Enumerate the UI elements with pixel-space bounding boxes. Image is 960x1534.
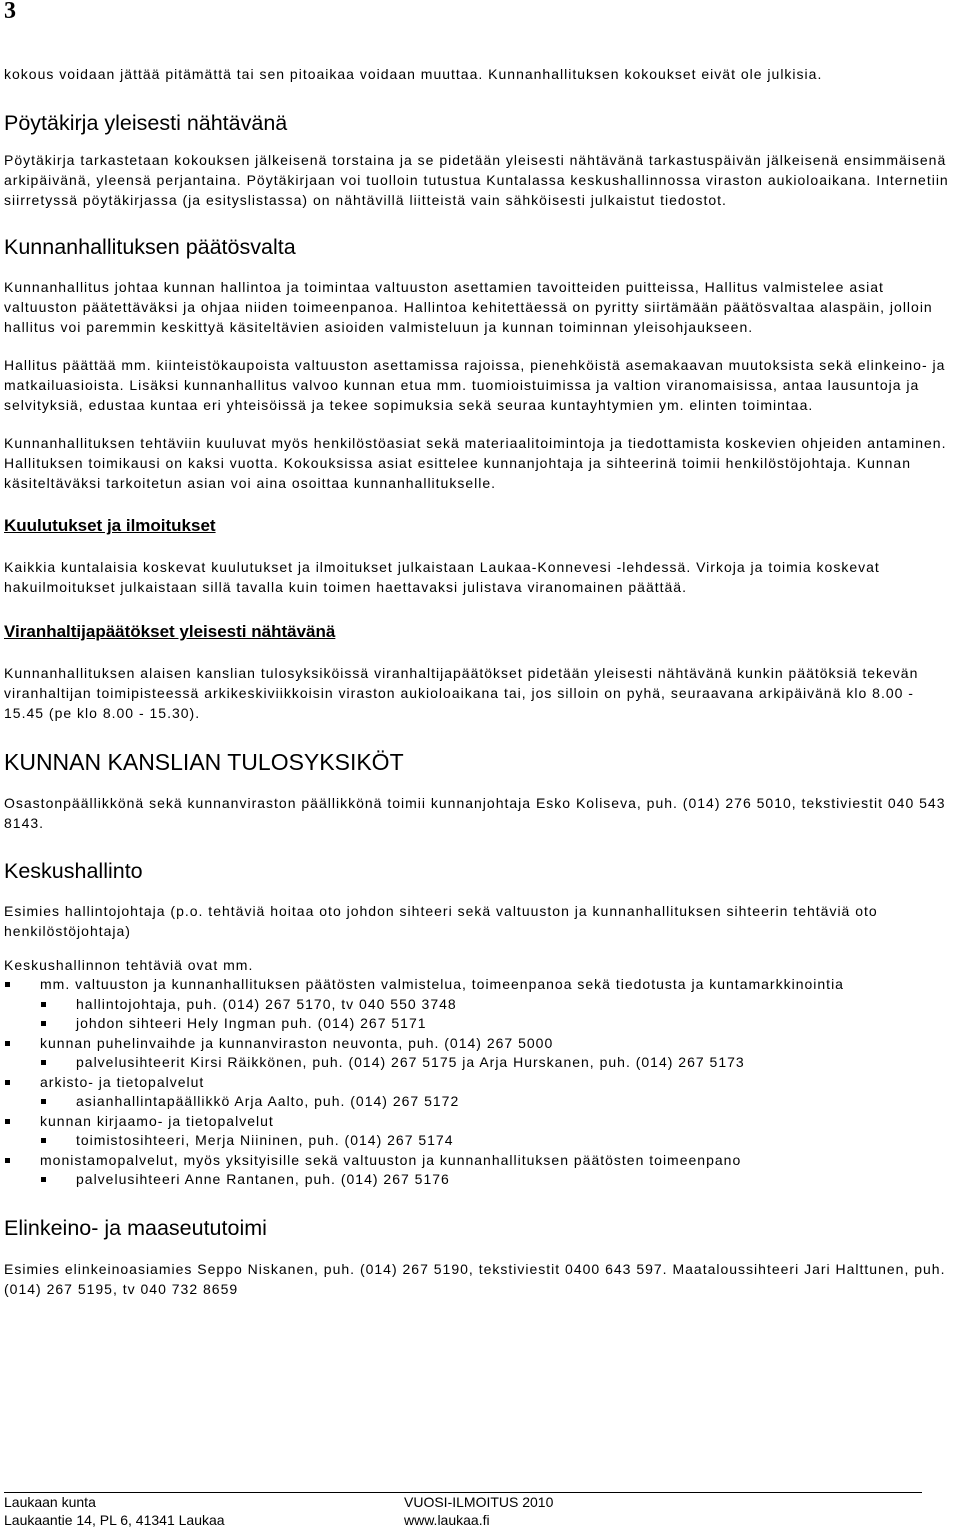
elinkeino-paragraph: Esimies elinkeinoasiamies Seppo Niskanen, puh. (014) 267 5190, tekstiviestit 0400 643 597. Maataloussihteeri Jari Halttunen, puh. (014) 267 5195, tv 040 732 8659 xyxy=(4,1260,946,1297)
viranhaltija-paragraph: Kunnanhallituksen alaisen kanslian tulosyksiköissä viranhaltijapäätökset pidetään yleisesti nähtävänä kunkin päätöksiä tekevän viranhaltijan toimipisteessä arkikeskiviikkoisin viraston aukioloaikana tai, jos silloin on pyhä, seuraavana arkipäivänä klo 8.00 - 15.45 (pe klo 8.00 - 15.30). xyxy=(4,665,919,721)
document-body xyxy=(4,64,956,1299)
square-bullet-icon xyxy=(41,1138,46,1143)
paatosvalta-paragraph-2: Hallitus päättää mm. kiinteistökaupoista valtuuston asettamissa rajoissa, pienehköistä asemakaavan muutoksista sekä elinkeino- ja matkailuasioista. Lisäksi kunnanhallitus valvoo kunnan etua mm. tuomioistuimissa ja valtion viranomaisissa, antaa lausuntoja ja selvityksiä, edustaa kuntaa eri yhteisöissä ja tekee sopimuksia sekä seuraa kuntayhtymien ym. elinten toimintaa. xyxy=(4,357,946,413)
sub-list-item xyxy=(40,1131,956,1151)
poytakirja-paragraph: Pöytäkirja tarkastetaan kokouksen jälkeisenä torstaina ja se pidetään yleisesti nähtävänä tarkastuspäivän jälkeisenä ensimmäisenä arkipäivänä, yleensä perjantaina. Pöytäkirjaan voi tuolloin tutustua Kuntalassa keskushallinnossa viraston aukioloaikana. Internetiin siirretyssä pöytäkirjassa (ja esityslistassa) on nähtävillä liitteistä vain sähköisesti julkaistut tiedostot. xyxy=(4,152,949,208)
sub-list-item xyxy=(40,1014,956,1034)
list-item xyxy=(4,1034,956,1073)
square-bullet-icon xyxy=(41,1099,46,1104)
sub-list-item-text: palvelusihteeri Anne Rantanen, puh. (014) 267 5176 xyxy=(76,1171,450,1187)
sub-list-item xyxy=(40,1170,956,1190)
paatosvalta-paragraph-1: Kunnanhallitus johtaa kunnan hallintoa ja toimintaa valtuuston asettamien tavoitteiden puitteissa, Hallitus valmistelee asiat valtuuston päätettäväksi ja ohjaa niiden toimeenpanoa. Hallintoa kehitettäessä on pyritty siirtämään päätösvaltaa alaspäin, jolloin hallitus voi paremmin keskittyä käsiteltävien asioiden valmisteluun ja kunnan toiminnan yleisohjaukseen. xyxy=(4,279,933,335)
kanslia-paragraph: Osastonpäällikkönä sekä kunnanviraston päällikkönä toimii kunnanjohtaja Esko Koliseva, puh. (014) 276 5010, tekstiviestit 040 543 8143. xyxy=(4,795,946,831)
list-item xyxy=(4,1151,956,1190)
list-item xyxy=(4,1073,956,1112)
list-item-text: kunnan puhelinvaihde ja kunnanviraston neuvonta, puh. (014) 267 5000 xyxy=(40,1034,554,1051)
section-heading-viranhaltija: Viranhaltijapäätökset yleisesti nähtävänä xyxy=(4,622,336,641)
section-heading-poytakirja: Pöytäkirja yleisesti nähtävänä xyxy=(4,111,288,135)
square-bullet-icon xyxy=(5,1119,10,1124)
intro-paragraph: kokous voidaan jättää pitämättä tai sen pitoaikaa voidaan muuttaa. Kunnanhallituksen kokoukset eivät ole julkisia. xyxy=(4,66,823,82)
section-heading-paatosvalta: Kunnanhallituksen päätösvalta xyxy=(4,235,296,259)
sub-list-item xyxy=(40,1053,956,1073)
square-bullet-icon xyxy=(5,982,10,987)
sub-list-item xyxy=(40,1092,956,1112)
square-bullet-icon xyxy=(41,1177,46,1182)
sub-list-item-text: hallintojohtaja, puh. (014) 267 5170, tv 040 550 3748 xyxy=(76,995,457,1012)
square-bullet-icon xyxy=(41,1002,46,1007)
list-item-text: monistamopalvelut, myös yksityisille sekä valtuuston ja kunnanhallituksen päätösten toimeenpano xyxy=(40,1151,742,1168)
page-number: 3 xyxy=(4,0,16,24)
section-heading-kuulutukset: Kuulutukset ja ilmoitukset xyxy=(4,516,216,535)
square-bullet-icon xyxy=(41,1021,46,1026)
keskushallinto-task-list xyxy=(4,975,956,1190)
list-item-text: kunnan kirjaamo- ja tietopalvelut xyxy=(40,1112,274,1129)
footer-document-title: VUOSI-ILMOITUS 2010 xyxy=(404,1494,554,1510)
footer-address: Laukaantie 14, PL 6, 41341 Laukaa xyxy=(4,1512,225,1528)
square-bullet-icon xyxy=(5,1041,10,1046)
keskushallinto-paragraph-1: Esimies hallintojohtaja (p.o. tehtäviä hoitaa oto johdon sihteeri sekä valtuuston ja kunnanhallituksen sihteerin tehtäviä oto henkilöstöjohtaja) xyxy=(4,903,878,939)
list-item xyxy=(4,975,956,1034)
list-item-text: mm. valtuuston ja kunnanhallituksen päätösten valmistelua, toimeenpanoa sekä tiedotusta ja kuntamarkkinointia xyxy=(40,976,844,992)
footer-organization: Laukaan kunta xyxy=(4,1494,96,1510)
sub-list-item xyxy=(40,995,956,1015)
section-heading-kanslia: KUNNAN KANSLIAN TULOSYKSIKÖT xyxy=(4,749,404,775)
paatosvalta-paragraph-3: Kunnanhallituksen tehtäviin kuuluvat myös henkilöstöasiat sekä materiaalitoimintoja ja tiedottamista koskevien ohjeiden antaminen. Hallituksen toimikausi on kaksi vuotta. Kokouksissa asiat esittelee kunnanjohtaja ja sihteerinä toimii henkilöstöjohtaja. Kunnan käsiteltäväksi tarkoitetun asian voi aina osoittaa kunnanhallitukselle. xyxy=(4,435,947,491)
keskushallinto-paragraph-2: Keskushallinnon tehtäviä ovat mm. xyxy=(4,957,254,973)
sub-list-item-text: johdon sihteeri Hely Ingman puh. (014) 267 5171 xyxy=(76,1015,427,1031)
sub-list-item-text: toimistosihteeri, Merja Niininen, puh. (014) 267 5174 xyxy=(76,1132,454,1148)
section-heading-elinkeino: Elinkeino- ja maaseututoimi xyxy=(4,1215,267,1240)
sub-list-item-text: palvelusihteerit Kirsi Räikkönen, puh. (014) 267 5175 ja Arja Hurskanen, puh. (014) 267 5173 xyxy=(76,1054,745,1070)
sub-list-item-text: asianhallintapäällikkö Arja Aalto, puh. (014) 267 5172 xyxy=(76,1093,460,1109)
list-item-text: arkisto- ja tietopalvelut xyxy=(40,1073,205,1090)
square-bullet-icon xyxy=(5,1080,10,1085)
section-heading-keskushallinto: Keskushallinto xyxy=(4,859,143,883)
footer-website[interactable]: www.laukaa.fi xyxy=(404,1512,490,1528)
list-item xyxy=(4,1112,956,1151)
square-bullet-icon xyxy=(41,1060,46,1065)
page-footer xyxy=(4,1492,922,1529)
square-bullet-icon xyxy=(5,1158,10,1163)
kuulutukset-paragraph: Kaikkia kuntalaisia koskevat kuulutukset ja ilmoitukset julkaistaan Laukaa-Konnevesi -lehdessä. Virkoja ja toimia koskevat hakuilmoitukset julkaistaan sillä tavalla kuin toimen haettavaksi julistava viranomainen päättää. xyxy=(4,559,880,595)
